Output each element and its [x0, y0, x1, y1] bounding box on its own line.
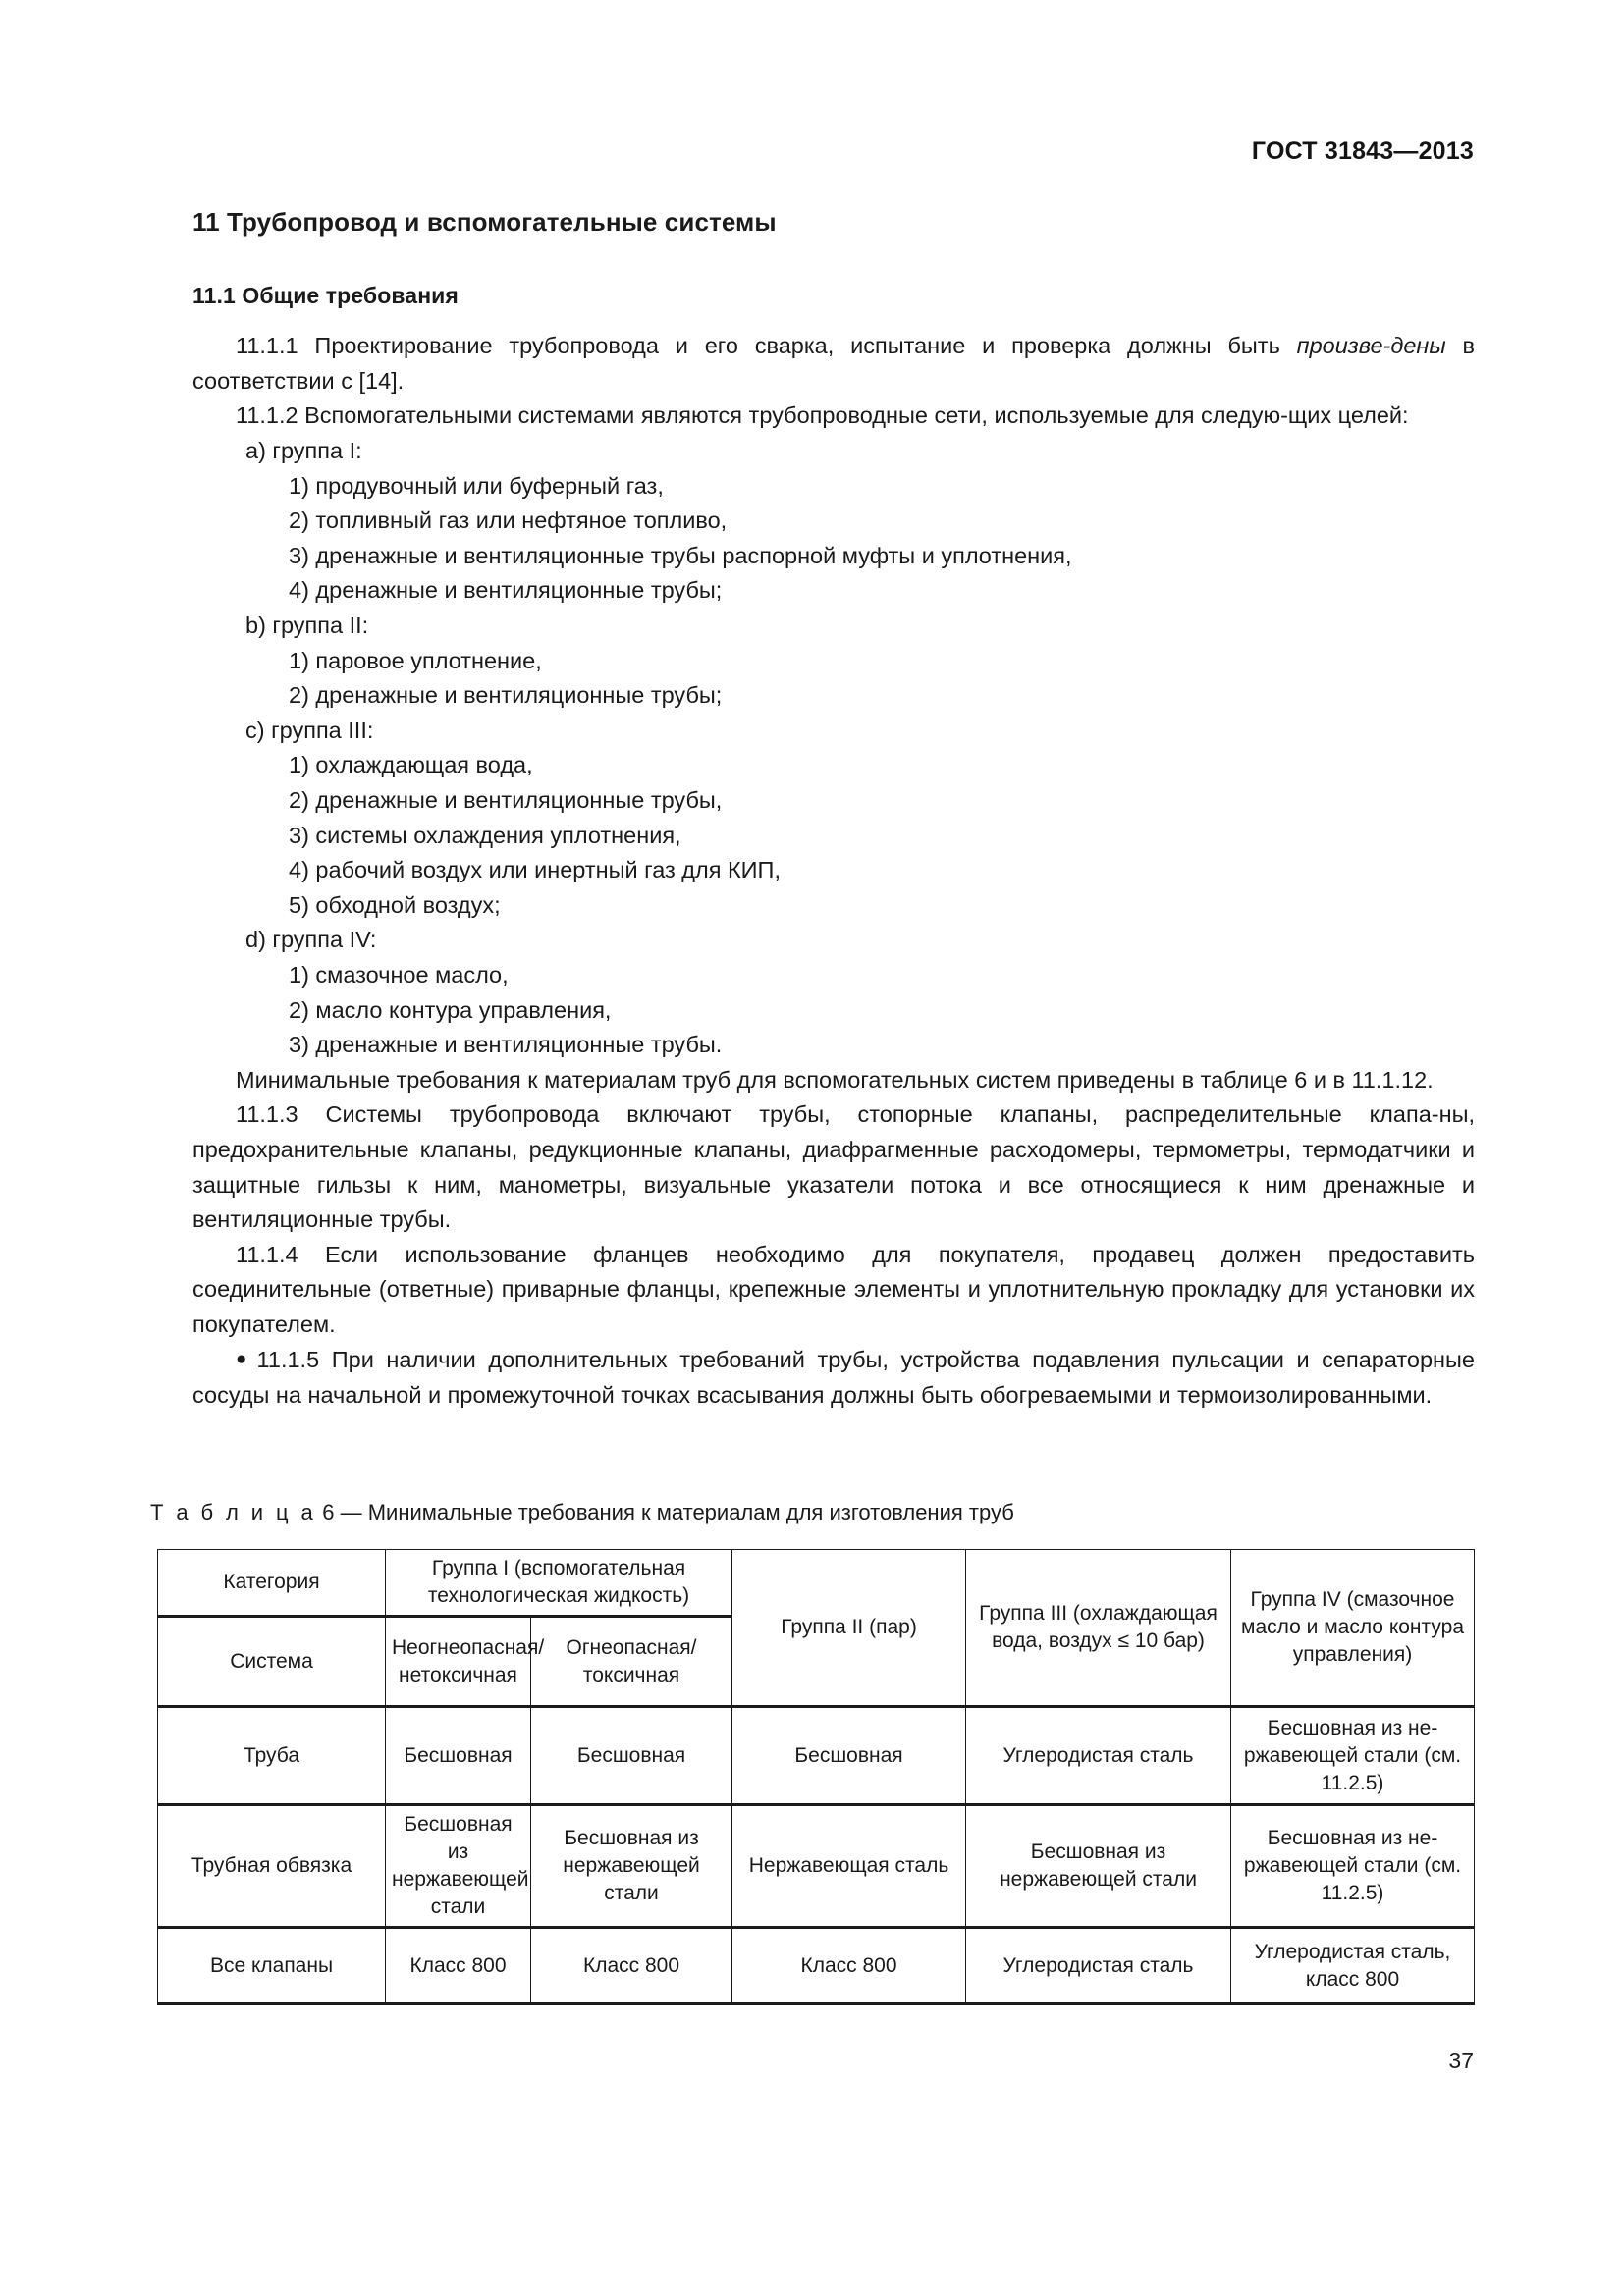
row-2-system: Трубная обвязка — [158, 1805, 386, 1928]
paragraph-11-1-5-text: 11.1.5 При наличии дополнительных требований трубы, устройства подавления пульсации и сепараторные сосуды на начальной и промежуточной точках всасывания должны быть обогреваемыми и термоизолированными. — [192, 1347, 1475, 1409]
row-2-cell-1: Бесшовная из нержавеющей стали — [386, 1805, 531, 1928]
paragraph-11-1-3: 11.1.3 Системы трубопровода включают трубы, стопорные клапаны, распределительные клапа-ны, предохранительные клапаны, редукционные клапаны, диафрагменные расходомеры, термометры, термодатчики и защитные гильзы к ним, манометры, визуальные указатели потока и все относящиеся к ним дренажные и вентиляционные трубы. — [192, 1101, 1475, 1233]
table-row — [158, 1805, 1475, 1928]
row-1-cell-5: Бесшовная из не-ржавеющей стали (см. 11.2.5) — [1231, 1707, 1475, 1805]
paragraph-min-requirements — [192, 1063, 1475, 1098]
paragraph-11-1-1-emph-a: произве- — [1296, 333, 1391, 359]
group-c-item-1: 1) охлаждающая вода, — [289, 752, 533, 778]
paragraph-min-requirements-line-a: Минимальные требования к материалам труб для вспомогательных систем приведены в таблице — [236, 1066, 1288, 1093]
table-header-row-category — [158, 1550, 1475, 1617]
group-b-item-1: 1) паровое уплотнение, — [289, 647, 542, 673]
group-c-item-5: 5) обходной воздух; — [289, 891, 501, 918]
group-a-item-4: 4) дренажные и вентиляционные трубы; — [289, 577, 723, 604]
table-row — [158, 1707, 1475, 1805]
paragraph-11-1-1 — [192, 329, 1475, 399]
row-2-cell-4: Бесшовная из нержавеющей стали — [966, 1805, 1231, 1928]
row-2-cell-5: Бесшовная из не-ржавеющей стали (см. 11.2.5) — [1231, 1805, 1475, 1928]
header-group-1-sub-2: Огнеопасная/ токсичная — [531, 1617, 732, 1707]
group-d-item-1: 1) смазочное масло, — [289, 961, 509, 988]
running-header-standard-id: ГОСТ 31843—2013 — [1251, 137, 1474, 165]
table-caption-label: Т а б л и ц а — [150, 1500, 317, 1524]
header-system-label: Система — [158, 1617, 386, 1707]
group-c-item-2: 2) дренажные и вентиляционные трубы, — [289, 786, 723, 813]
header-category-label: Категория — [158, 1550, 386, 1617]
table-row — [158, 1928, 1475, 2004]
group-b-item-2: 2) дренажные и вентиляционные трубы; — [289, 682, 723, 709]
paragraph-11-1-4: 11.1.4 Если использование фланцев необходимо для покупателя, продавец должен предоставить соединительные (ответные) приварные фланцы, крепежные элементы и уплотнительную прокладку для установки их покупателем. — [192, 1241, 1475, 1337]
paragraph-11-1-2 — [192, 399, 1475, 434]
header-group-3: Группа III (охлаждающая вода, воздух ≤ 10 бар) — [966, 1550, 1231, 1707]
table-body — [158, 1707, 1475, 2004]
row-2-cell-2: Бесшовная из нержавеющей стали — [531, 1805, 732, 1928]
row-3-cell-2: Класс 800 — [531, 1928, 732, 2004]
row-1-system: Труба — [158, 1707, 386, 1805]
row-1-cell-4: Углеродистая сталь — [966, 1707, 1231, 1805]
group-d-item-2: 2) масло контура управления, — [289, 996, 612, 1023]
group-label-c: c) группа III: — [245, 717, 374, 743]
paragraph-11-1-2-line-b: щих целей: — [1287, 402, 1409, 429]
paragraph-11-1-5 — [192, 1342, 1475, 1413]
subsection-heading: 11.1 Общие требования — [192, 282, 459, 308]
row-3-cell-4: Углеродистая сталь — [966, 1928, 1231, 2004]
row-3-cell-5: Углеродистая сталь, класс 800 — [1231, 1928, 1475, 2004]
paragraph-min-requirements-line-b: 6 и в 11.1.12. — [1294, 1066, 1434, 1093]
header-group-1: Группа I (вспомогательная технологическая жидкость) — [386, 1550, 732, 1617]
group-label-b: b) группа II: — [245, 613, 369, 638]
group-label-d: d) группа IV: — [245, 927, 377, 953]
paragraph-11-1-1-part-a: 11.1.1 Проектирование трубопровода и его сварка, испытание и проверка должны быть — [236, 333, 1297, 359]
header-group-4: Группа IV (смазочное масло и масло контура управления) — [1231, 1550, 1475, 1707]
row-3-system: Все клапаны — [158, 1928, 386, 2004]
header-group-2: Группа II (пар) — [732, 1550, 966, 1707]
document-body — [192, 206, 1475, 1414]
paragraph-11-1-1-emph-b: дены — [1390, 333, 1446, 359]
row-1-cell-1: Бесшовная — [386, 1707, 531, 1805]
group-label-a: a) группа I: — [245, 438, 362, 464]
group-a-item-3: 3) дренажные и вентиляционные трубы распорной муфты и уплотнения, — [289, 542, 1072, 568]
row-2-cell-3: Нержавеющая сталь — [732, 1805, 966, 1928]
materials-requirements-table — [157, 1549, 1475, 2005]
group-d-item-3: 3) дренажные и вентиляционные трубы. — [289, 1032, 723, 1058]
paragraph-11-1-2-line-a: 11.1.2 Вспомогательными системами являются трубопроводные сети, используемые для следую- — [236, 402, 1288, 429]
row-3-cell-3: Класс 800 — [732, 1928, 966, 2004]
table-header — [158, 1550, 1475, 1707]
section-heading: 11 Трубопровод и вспомогательные системы — [192, 207, 777, 237]
group-a-item-1: 1) продувочный или буферный газ, — [289, 472, 664, 499]
group-list — [192, 434, 1475, 1063]
group-a-item-2: 2) топливный газ или нефтяное топливо, — [289, 507, 728, 534]
table-caption — [150, 1498, 1014, 1527]
header-group-1-sub-1: Неогнеопасная/ нетоксичная — [386, 1617, 531, 1707]
row-1-cell-2: Бесшовная — [531, 1707, 732, 1805]
bullet-dot-icon: ● — [236, 1349, 253, 1370]
page-number: 37 — [1448, 2048, 1474, 2073]
group-c-item-4: 4) рабочий воздух или инертный газ для КИП, — [289, 857, 781, 883]
paragraph-11-1-1-part-c: в соответствии с [14]. — [192, 333, 1475, 394]
row-3-cell-1: Класс 800 — [386, 1928, 531, 2004]
table-caption-text: 6 — Минимальные требования к материалам для изготовления труб — [316, 1500, 1014, 1524]
row-1-cell-3: Бесшовная — [732, 1707, 966, 1805]
group-c-item-3: 3) системы охлаждения уплотнения, — [289, 822, 681, 848]
